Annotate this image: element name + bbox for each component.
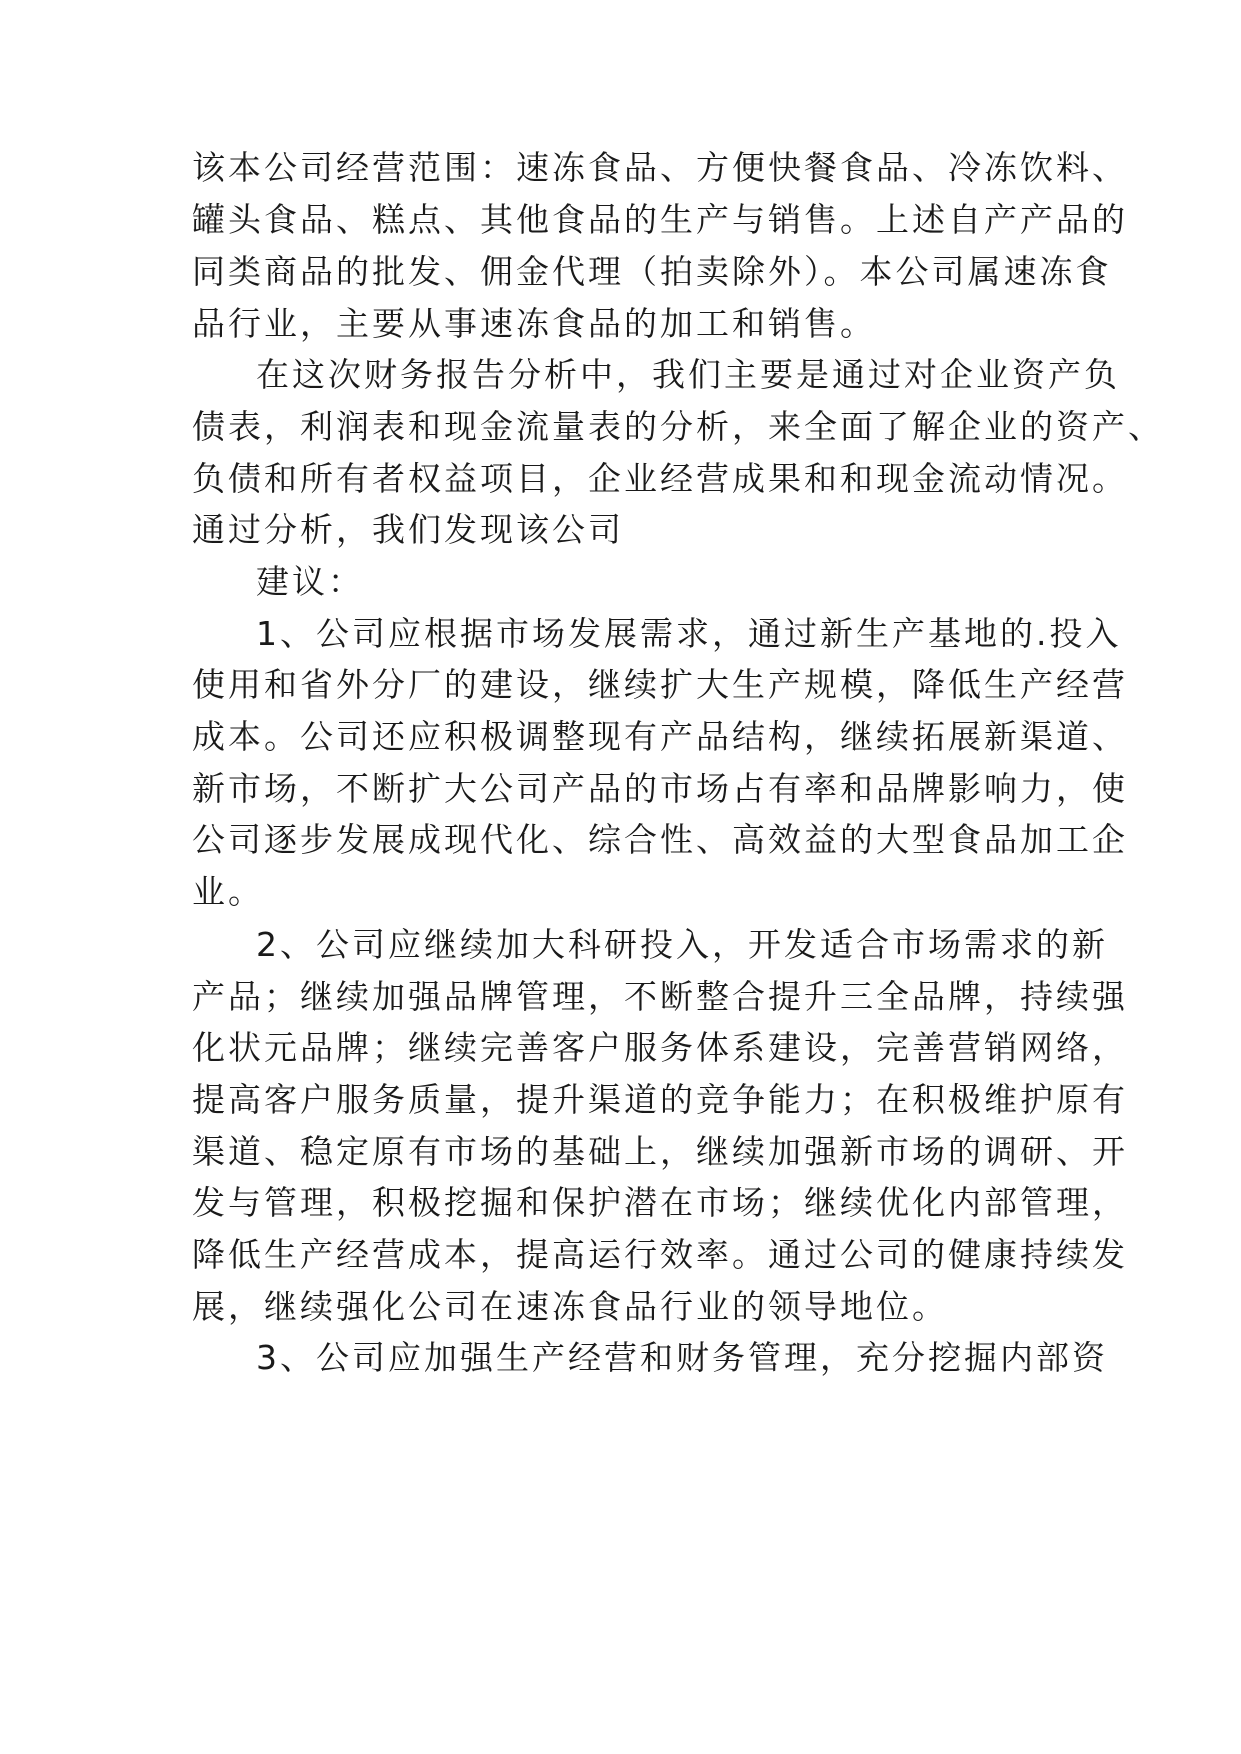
text-line: 使用和省外分厂的建设，继续扩大生产规模，降低生产经营: [192, 665, 1128, 704]
text-line: 成本。公司还应积极调整现有产品结构，继续拓展新渠道、: [192, 717, 1128, 756]
text-line: 降低生产经营成本，提高运行效率。通过公司的健康持续发: [192, 1235, 1128, 1274]
text-line: 化状元品牌；继续完善客户服务体系建设，完善营销网络，: [192, 1028, 1128, 1067]
text-line: 债表，利润表和现金流量表的分析，来全面了解企业的资产、: [192, 407, 1164, 446]
text-line: 业。: [192, 872, 264, 911]
text-line: 品行业，主要从事速冻食品的加工和销售。: [192, 304, 876, 343]
text-line: 负债和所有者权益项目，企业经营成果和和现金流动情况。: [192, 459, 1128, 498]
text-line: 1、公司应根据市场发展需求，通过新生产基地的.投入: [256, 614, 1122, 653]
text-line: 在这次财务报告分析中，我们主要是通过对企业资产负: [256, 355, 1120, 394]
text-line: 产品；继续加强品牌管理，不断整合提升三全品牌，持续强: [192, 977, 1128, 1016]
text-line: 建议：: [256, 562, 364, 601]
text-line: 2、公司应继续加大科研投入，开发适合市场需求的新: [256, 925, 1108, 964]
text-line: 同类商品的批发、佣金代理（拍卖除外）。本公司属速冻食: [192, 252, 1112, 291]
text-line: 提高客户服务质量，提升渠道的竞争能力；在积极维护原有: [192, 1080, 1128, 1119]
text-line: 3、公司应加强生产经营和财务管理，充分挖掘内部资: [256, 1338, 1108, 1377]
text-line: 罐头食品、糕点、其他食品的生产与销售。上述自产产品的: [192, 200, 1128, 239]
text-line: 该本公司经营范围：速冻食品、方便快餐食品、冷冻饮料、: [192, 148, 1128, 187]
text-line: 新市场，不断扩大公司产品的市场占有率和品牌影响力，使: [192, 769, 1128, 808]
text-line: 通过分析，我们发现该公司: [192, 510, 624, 549]
text-line: 展，继续强化公司在速冻食品行业的领导地位。: [192, 1287, 948, 1326]
text-line: 渠道、稳定原有市场的基础上，继续加强新市场的调研、开: [192, 1132, 1128, 1171]
text-line: 发与管理，积极挖掘和保护潜在市场；继续优化内部管理，: [192, 1183, 1128, 1222]
text-line: 公司逐步发展成现代化、综合性、高效益的大型食品加工企: [192, 820, 1128, 859]
